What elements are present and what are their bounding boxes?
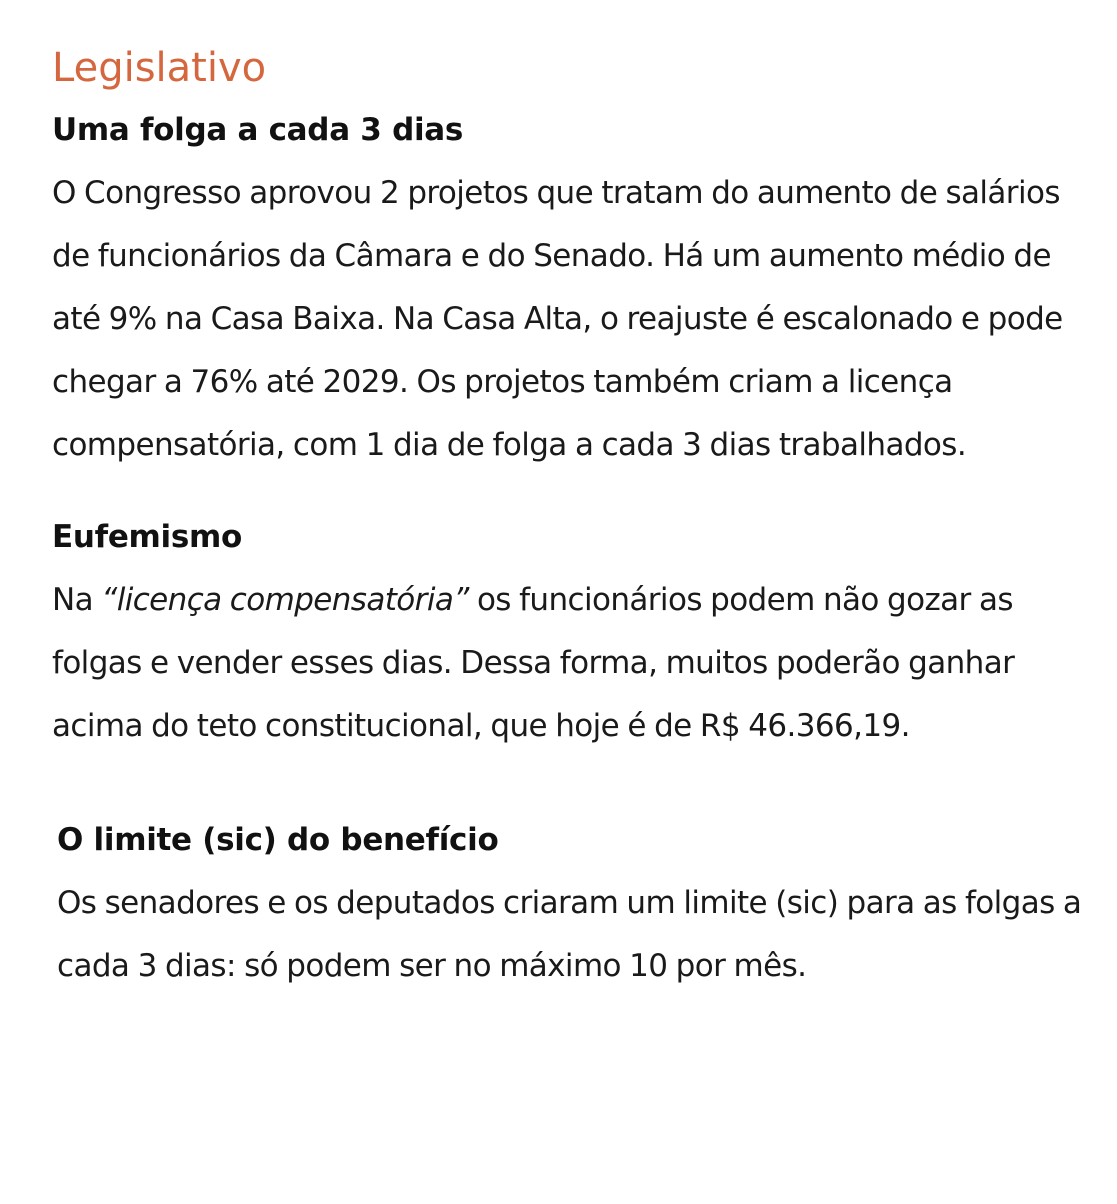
section-folga [52, 98, 1092, 477]
section-eufemismo [52, 505, 1092, 758]
section-limite [52, 808, 1092, 998]
section-title-eufemismo: Eufemismo [52, 519, 243, 555]
quoted-term: “licença compensatória” [101, 582, 469, 618]
section-body-limite: Os senadores e os deputados criaram um limite (sic) para as folgas a cada 3 dias: só podem ser no máximo 10 por mês. [57, 885, 1082, 984]
section-body-folga: O Congresso aprovou 2 projetos que tratam do aumento de salários de funcionários da Câmara e do Senado. Há um aumento médio de até 9% na Casa Baixa. Na Casa Alta, o reajuste é escalonado e pode chegar a 76% até 2029. Os projetos também criam a licença compensatória, com 1 dia de folga a cada 3 dias trabalhados. [52, 175, 1063, 463]
article [52, 38, 1092, 998]
section-body-eufemismo [52, 569, 1092, 758]
body-prefix: Na [52, 582, 102, 618]
section-title-limite: O limite (sic) do benefício [57, 822, 499, 858]
section-kicker: Legislativo [52, 45, 267, 91]
body-suffix: os funcionários podem não gozar as folgas e vender esses dias. Dessa forma, muitos poderão ganhar acima do teto constitucional, que hoje é de R$ 46.366,19. [52, 582, 1015, 744]
section-title-folga: Uma folga a cada 3 dias [52, 112, 464, 148]
